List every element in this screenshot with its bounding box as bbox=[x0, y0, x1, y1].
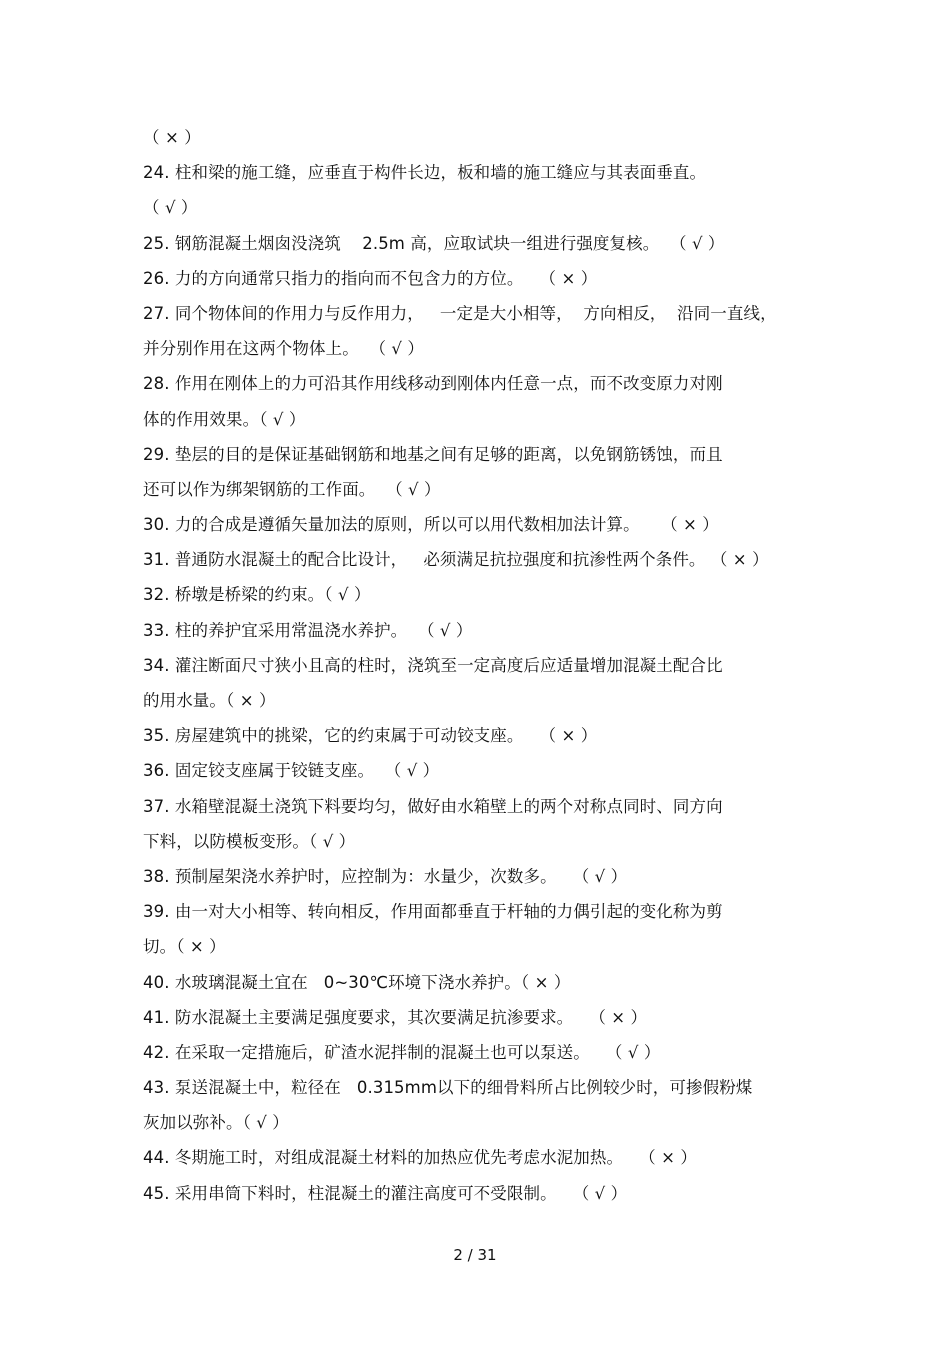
text-line: 37. 水箱壁混凝土浇筑下料要均匀，做好由水箱壁上的两个对称点同时、同方向 bbox=[143, 796, 723, 816]
text-line: 34. 灌注断面尺寸狭小且高的柱时，浇筑至一定高度后应适量增加混凝土配合比 bbox=[143, 655, 723, 675]
text-line: （ × ） bbox=[143, 128, 201, 147]
text-line: 下料，以防模板变形。（ √ ） bbox=[143, 831, 356, 851]
text-line: 灰加以弥补。（ √ ） bbox=[143, 1113, 289, 1133]
text-line: 38. 预制屋架浇水养护时，应控制为：水量少，次数多。 （ √ ） bbox=[143, 866, 628, 886]
text-line: 24. 柱和梁的施工缝，应垂直于构件长边，板和墙的施工缝应与其表面垂直。 bbox=[143, 163, 707, 183]
text-line: 29. 垫层的目的是保证基础钢筋和地基之间有足够的距离，以免钢筋锈蚀，而且 bbox=[143, 444, 723, 464]
text-line: 42. 在采取一定措施后，矿渣水泥拌制的混凝土也可以泵送。 （ √ ） bbox=[143, 1042, 661, 1062]
text-line: 27. 同个物体间的作用力与反作用力， 一定是大小相等， 方向相反， 沿同一直线， bbox=[143, 303, 777, 323]
text-line: 35. 房屋建筑中的挑梁，它的约束属于可动铰支座。 （ × ） bbox=[143, 726, 598, 746]
text-line: 33. 柱的养护宜采用常温浇水养护。 （ √ ） bbox=[143, 620, 473, 640]
text-line: （ √ ） bbox=[143, 198, 198, 218]
page-number: 2 / 31 bbox=[453, 1246, 497, 1264]
text-line: 31. 普通防水混凝土的配合比设计， 必须满足抗拉强度和抗渗性两个条件。 （ × ） bbox=[143, 550, 769, 570]
text-line: 25. 钢筋混凝土烟囱没浇筑 2.5m 高，应取试块一组进行强度复核。 （ √ ） bbox=[143, 233, 725, 253]
text-line: 并分别作用在这两个物体上。 （ √ ） bbox=[143, 339, 424, 359]
text-line: 体的作用效果。（ √ ） bbox=[143, 409, 306, 429]
text-line: 44. 冬期施工时，对组成混凝土材料的加热应优先考虑水泥加热。 （ × ） bbox=[143, 1148, 697, 1168]
text-line: 40. 水玻璃混凝土宜在 0~30℃环境下浇水养护。（ × ） bbox=[143, 972, 571, 992]
text-line: 30. 力的合成是遵循矢量加法的原则，所以可以用代数相加法计算。 （ × ） bbox=[143, 515, 719, 535]
text-line: 的用水量。（ × ） bbox=[143, 691, 276, 710]
text-line: 43. 泵送混凝土中，粒径在 0.315mm以下的细骨料所占比例较少时，可掺假粉煤 bbox=[143, 1078, 753, 1098]
text-line: 28. 作用在刚体上的力可沿其作用线移动到刚体内任意一点，而不改变原力对刚 bbox=[143, 374, 723, 394]
text-line: 41. 防水混凝土主要满足强度要求，其次要满足抗渗要求。 （ × ） bbox=[143, 1007, 648, 1027]
text-line: 45. 采用串筒下料时，柱混凝土的灌注高度可不受限制。 （ √ ） bbox=[143, 1183, 628, 1203]
text-line: 切。（ × ） bbox=[143, 937, 226, 957]
text-line: 26. 力的方向通常只指力的指向而不包含力的方位。 （ × ） bbox=[143, 268, 598, 288]
text-line: 36. 固定铰支座属于铰链支座。 （ √ ） bbox=[143, 761, 440, 781]
document-body bbox=[143, 120, 823, 1211]
text-line: 还可以作为绑架钢筋的工作面。 （ √ ） bbox=[143, 479, 441, 499]
text-line: 39. 由一对大小相等、转向相反，作用面都垂直于杆轴的力偶引起的变化称为剪 bbox=[143, 902, 723, 922]
text-line: 32. 桥墩是桥梁的约束。（ √ ） bbox=[143, 585, 371, 605]
